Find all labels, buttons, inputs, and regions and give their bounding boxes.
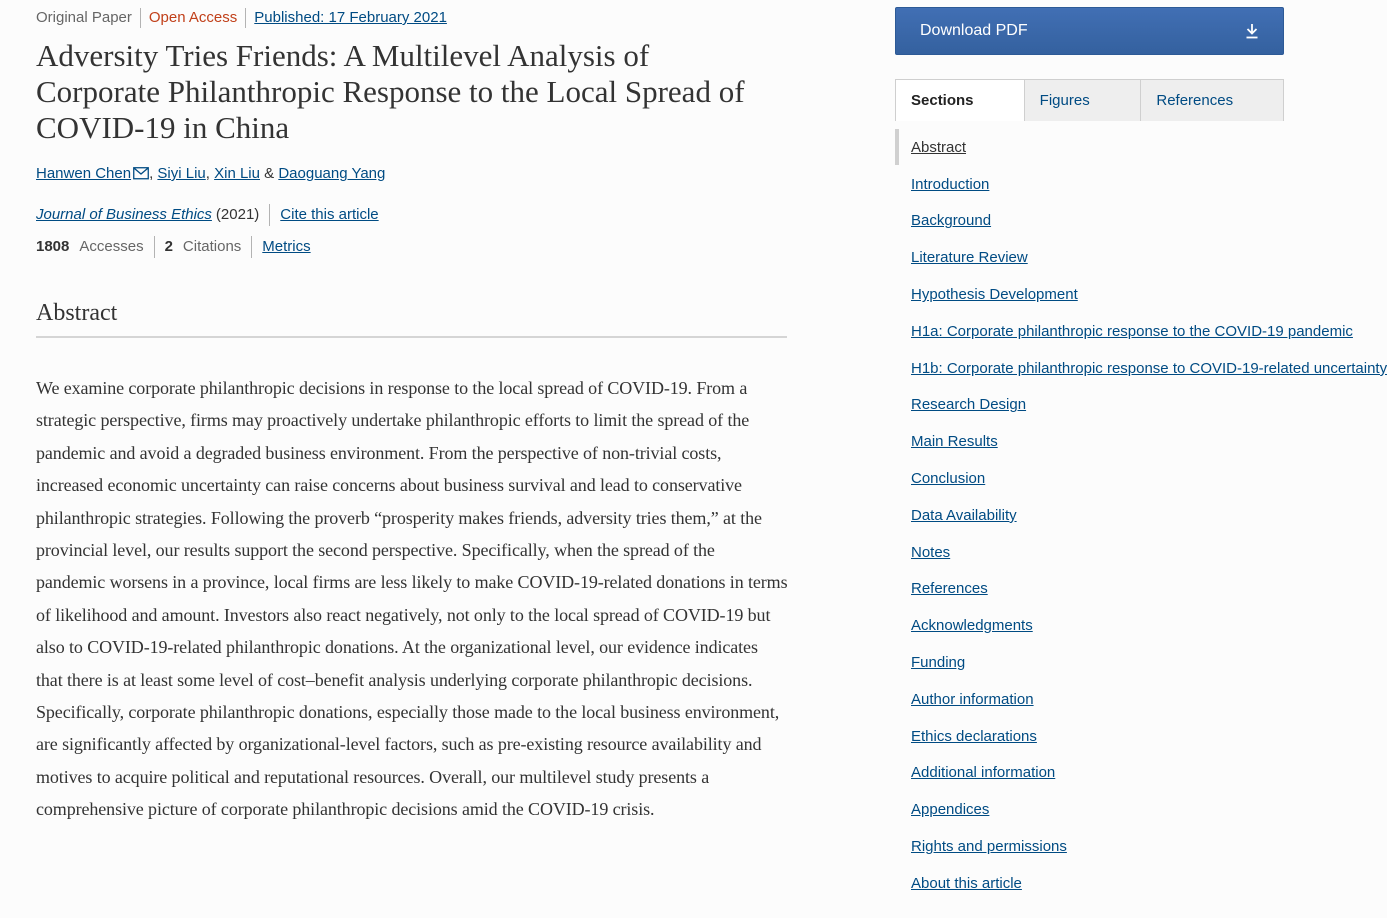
toc-link-research-design[interactable]: Research Design [911, 396, 1027, 414]
toc-item [895, 276, 1284, 313]
toc-link-rights-and-permissions[interactable]: Rights and permissions [911, 838, 1067, 856]
toc-link-conclusion[interactable]: Conclusion [911, 470, 986, 488]
author-link[interactable]: Siyi Liu [157, 165, 206, 182]
toc-item [895, 791, 1284, 828]
author-link[interactable]: Hanwen Chen [36, 165, 132, 182]
toc-link-notes[interactable]: Notes [911, 543, 951, 561]
download-pdf-label: Download PDF [920, 22, 1028, 39]
toc-link-h1a[interactable]: H1a: Corporate philanthropic response to the COVID-19 pandemic [911, 322, 1353, 340]
toc-item [895, 828, 1284, 865]
open-access-label: Open Access [148, 9, 238, 26]
toc-link-about-this-article[interactable]: About this article [911, 874, 1022, 892]
sidebar-tabs [895, 79, 1284, 121]
email-icon[interactable] [133, 166, 149, 186]
metrics-link[interactable]: Metrics [262, 238, 311, 255]
toc-link-background[interactable]: Background [911, 212, 992, 230]
toc-item [895, 423, 1284, 460]
accesses-label: Accesses [79, 238, 144, 255]
abstract-heading: Abstract [36, 298, 787, 338]
published-date-link[interactable]: Published: 17 February 2021 [254, 9, 447, 26]
toc-link-additional-information[interactable]: Additional information [911, 764, 1056, 782]
toc-link-abstract[interactable]: Abstract [911, 138, 967, 156]
toc-item [895, 755, 1284, 792]
article-metrics [36, 236, 788, 258]
toc-item [895, 350, 1387, 387]
meta-divider [154, 236, 155, 258]
toc-item [895, 387, 1284, 424]
toc-link-data-availability[interactable]: Data Availability [911, 506, 1017, 524]
cite-article-link[interactable]: Cite this article [280, 206, 379, 223]
download-icon [1245, 23, 1259, 39]
author-link[interactable]: Xin Liu [214, 165, 260, 182]
author-separator: , [205, 165, 215, 182]
publication-year: (2021) [215, 206, 260, 223]
toc-link-h1b[interactable]: H1b: Corporate philanthropic response to COVID-19-related uncertainty [911, 359, 1387, 377]
meta-divider [251, 236, 252, 258]
sections-list [895, 129, 1387, 902]
toc-item [895, 644, 1284, 681]
meta-divider [140, 8, 141, 28]
tab-references[interactable]: References [1140, 80, 1283, 121]
toc-item [895, 203, 1284, 240]
toc-item [895, 681, 1284, 718]
article-meta [36, 8, 788, 28]
abstract-text: We examine corporate philanthropic decisions in response to the local spread of COVID-19. From a strategic perspective, firms may proactively undertake philanthropic efforts to limit the spread of the pandemic and avoid a degraded business environment. From the perspective of non-trivial costs, increased economic uncertainty can raise concerns about business survival and lead to conservative philanthropic strategies. Following the proverb “prosperity makes friends, adversity tries them,” at the provincial level, our results support the second perspective. Specifically, when the spread of the pandemic worsens in a province, local firms are less likely to make COVID-19-related donations in terms of likelihood and amount. Investors also react negatively, not only to the local spread of COVID-19 but also to COVID-19-related philanthropic donations. At the organizational level, our evidence indicates that there is at least some level of cost–benefit analysis underlying corporate philanthropic decisions. Specifically, corporate philanthropic donations, especially those made to the local business environment, are significantly affected by organizational-level factors, such as pre-existing resource availability and motives to acquire political and reputational resources. Overall, our multilevel study presents a comprehensive picture of corporate philanthropic decisions amid the COVID-19 crisis. [36, 378, 788, 820]
tab-figures[interactable]: Figures [1024, 80, 1141, 121]
accesses-count: 1808 [36, 238, 70, 255]
toc-item [895, 166, 1284, 203]
author-separator: & [259, 165, 279, 182]
toc-link-introduction[interactable]: Introduction [911, 175, 990, 193]
article-title: Adversity Tries Friends: A Multilevel Analysis of Corporate Philanthropic Response to the Local Spread of COVID-19 in China [36, 38, 745, 145]
article-type-label: Original Paper [36, 9, 132, 26]
toc-item [895, 497, 1284, 534]
meta-divider [245, 8, 246, 28]
toc-link-references[interactable]: References [911, 580, 988, 598]
journal-info [36, 204, 788, 226]
journal-link[interactable]: Journal of Business Ethics [36, 206, 212, 223]
toc-link-author-information[interactable]: Author information [911, 690, 1034, 708]
toc-item [895, 571, 1284, 608]
toc-link-hypothesis-development[interactable]: Hypothesis Development [911, 286, 1078, 304]
citations-count: 2 [164, 238, 173, 255]
toc-link-literature-review[interactable]: Literature Review [911, 249, 1028, 267]
toc-item [895, 313, 1353, 350]
toc-link-funding[interactable]: Funding [911, 654, 966, 672]
download-pdf-button[interactable] [895, 7, 1284, 55]
citations-label: Citations [182, 238, 242, 255]
toc-link-main-results[interactable]: Main Results [911, 433, 998, 451]
toc-item [895, 718, 1284, 755]
toc-item [895, 460, 1284, 497]
author-list [36, 164, 788, 186]
toc-active-indicator [895, 129, 899, 165]
toc-item [895, 239, 1284, 276]
author-link[interactable]: Daoguang Yang [278, 165, 386, 182]
sidebar [895, 7, 1387, 918]
toc-link-ethics-declarations[interactable]: Ethics declarations [911, 727, 1037, 745]
article-main [36, 0, 788, 844]
toc-link-appendices[interactable]: Appendices [911, 801, 990, 819]
toc-item [895, 865, 1284, 902]
tab-sections[interactable]: Sections [896, 80, 1024, 121]
toc-link-acknowledgments[interactable]: Acknowledgments [911, 617, 1033, 635]
toc-item [895, 129, 1284, 166]
author-separator: , [149, 165, 158, 182]
toc-item [895, 607, 1284, 644]
meta-divider [269, 204, 270, 226]
toc-item [895, 534, 1284, 571]
